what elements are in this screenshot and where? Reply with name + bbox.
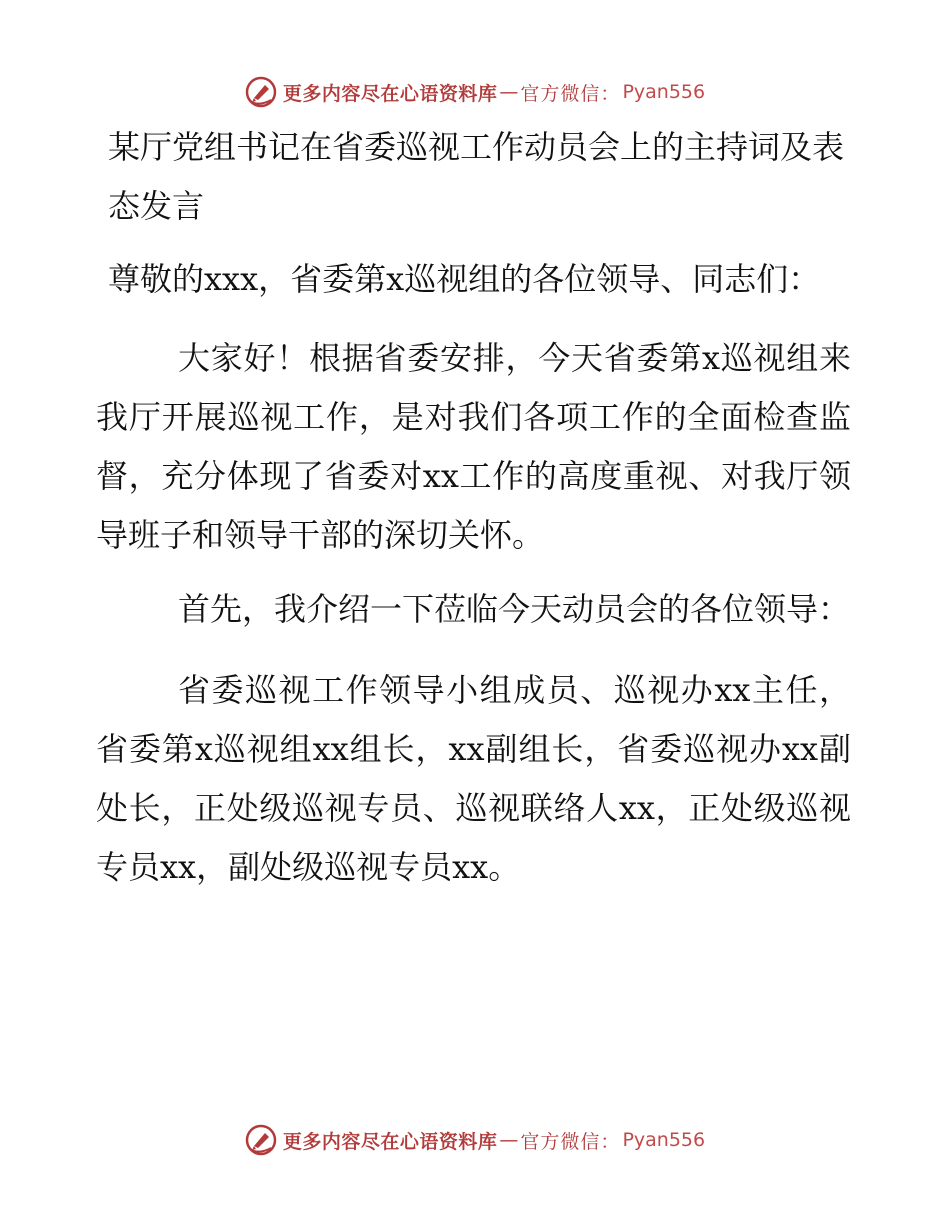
pen-logo-icon [245,76,277,108]
watermark-wechat-id: Pyan556 [622,81,706,103]
footer-watermark [0,1120,950,1160]
paragraph-opening: 大家好！根据省委安排，今天省委第x巡视组来我厅开展巡视工作，是对我们各项工作的全面检查监督，充分体现了省委对xx工作的高度重视、对我厅领导班子和领导干部的深切关怀。 [96,339,851,554]
salutation: 尊敬的xxx，省委第x巡视组的各位领导、同志们： [108,260,821,298]
watermark-site-text: 更多内容尽在心语资料库 [282,1130,498,1153]
watermark-separator: — [499,1129,519,1151]
pen-logo-icon [245,1124,277,1156]
watermark-site-text: 更多内容尽在心语资料库 [282,82,498,105]
document-body [96,118,851,897]
watermark-wechat-id: Pyan556 [622,1129,706,1151]
paragraph-introduction: 首先，我介绍一下莅临今天动员会的各位领导： [178,590,851,628]
watermark-official-label: 官方微信： [520,1130,621,1153]
watermark-official-label: 官方微信： [520,82,621,105]
paragraph-leaders-list: 省委巡视工作领导小组成员、巡视办xx主任，省委第x巡视组xx组长，xx副组长，省委巡视办xx副处长，正处级巡视专员、巡视联络人xx，正处级巡视专员xx，副处级巡视专员xx。 [96,671,851,886]
header-watermark [0,72,950,112]
watermark-separator: — [499,81,519,103]
document-title: 某厅党组书记在省委巡视工作动员会上的主持词及表态发言 [108,128,845,225]
